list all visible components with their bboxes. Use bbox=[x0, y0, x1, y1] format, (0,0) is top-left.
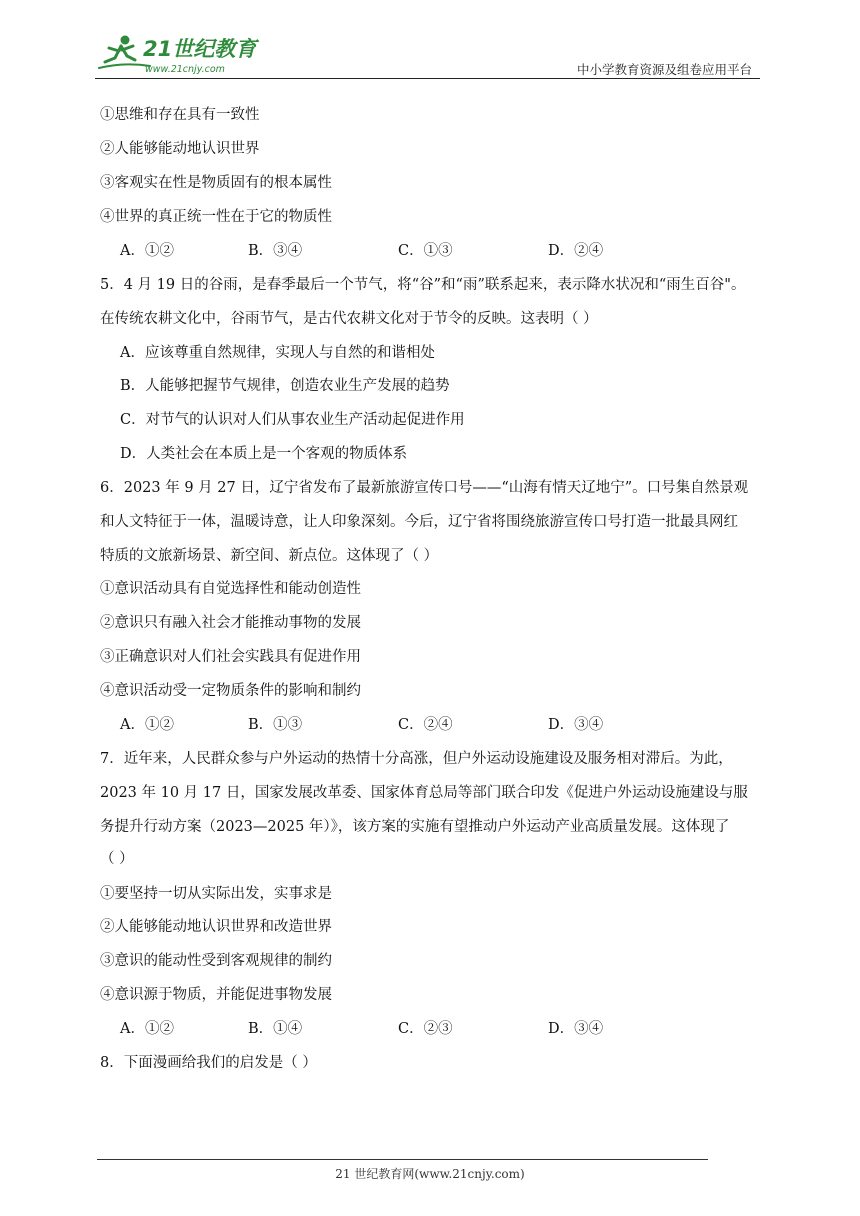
q4-statement-1: ①思维和存在具有一致性 bbox=[100, 107, 260, 123]
q6-option-b[interactable]: B．①③ bbox=[248, 717, 303, 733]
page-header bbox=[95, 28, 760, 80]
q7-stem-line-2: 2023 年 10 月 17 日，国家发展改革委、国家体育总局等部门联合印发《促进户外运动设施建设与服 bbox=[100, 785, 748, 801]
q5-choice-d[interactable]: D．人类社会在本质上是一个客观的物质体系 bbox=[120, 446, 408, 462]
header-platform-text: 中小学教育资源及组卷应用平台 bbox=[576, 62, 752, 77]
q5-stem-line-1: 5．4 月 19 日的谷雨，是春季最后一个节气，将“谷”和“雨”联系起来，表示降水状况和“雨生百谷"。 bbox=[100, 277, 746, 293]
q5-stem-line-2: 在传统农耕文化中，谷雨节气，是古代农耕文化对于节令的反映。这表明（ ） bbox=[100, 311, 598, 327]
logo-url: www.21cnjy.com bbox=[145, 64, 225, 75]
q6-stem-line-1: 6．2023 年 9 月 27 日，辽宁省发布了最新旅游宣传口号——“山海有情天辽地宁”。口号集自然景观 bbox=[100, 480, 749, 496]
q4-option-b[interactable]: B．③④ bbox=[248, 243, 303, 259]
q7-stem-line-4: （ ） bbox=[100, 851, 134, 867]
q6-stem-line-2: 和人文特征于一体，温暖诗意，让人印象深刻。今后，辽宁省将围绕旅游宣传口号打造一批最具网红 bbox=[100, 514, 738, 530]
q8-stem: 8．下面漫画给我们的启发是（ ） bbox=[100, 1055, 317, 1071]
q6-statement-1: ①意识活动具有自觉选择性和能动创造性 bbox=[100, 581, 361, 597]
q4-option-d[interactable]: D．②④ bbox=[548, 243, 604, 259]
q4-statement-3: ③客观实在性是物质固有的根本属性 bbox=[100, 175, 332, 191]
q4-option-c[interactable]: C．①③ bbox=[398, 243, 453, 259]
q7-statement-4: ④意识源于物质，并能促进事物发展 bbox=[100, 987, 332, 1003]
q6-option-d[interactable]: D．③④ bbox=[548, 717, 604, 733]
q7-statement-2: ②人能够能动地认识世界和改造世界 bbox=[100, 919, 332, 935]
q7-option-c[interactable]: C．②③ bbox=[398, 1021, 453, 1037]
footer-divider bbox=[97, 1159, 708, 1160]
q7-option-a[interactable]: A．①② bbox=[120, 1021, 174, 1037]
q4-statement-4: ④世界的真正统一性在于它的物质性 bbox=[100, 209, 332, 225]
q6-statement-3: ③正确意识对人们社会实践具有促进作用 bbox=[100, 649, 361, 665]
q5-choice-b[interactable]: B．人能够把握节气规律，创造农业生产发展的趋势 bbox=[120, 378, 450, 394]
site-logo[interactable] bbox=[95, 32, 270, 76]
q7-option-d[interactable]: D．③④ bbox=[548, 1021, 604, 1037]
q5-choice-c[interactable]: C．对节气的认识对人们从事农业生产活动起促进作用 bbox=[120, 412, 465, 428]
q4-statement-2: ②人能够能动地认识世界 bbox=[100, 141, 260, 157]
q5-choice-a[interactable]: A．应该尊重自然规律，实现人与自然的和谐相处 bbox=[120, 345, 435, 361]
q7-option-b[interactable]: B．①④ bbox=[248, 1021, 303, 1037]
q4-option-a[interactable]: A．①② bbox=[120, 243, 174, 259]
q6-option-a[interactable]: A．①② bbox=[120, 717, 174, 733]
q6-statement-4: ④意识活动受一定物质条件的影响和制约 bbox=[100, 683, 361, 699]
q7-stem-line-3: 务提升行动方案（2023—2025 年）》，该方案的实施有望推动户外运动产业高质量发展。这体现了 bbox=[100, 819, 730, 835]
q6-statement-2: ②意识只有融入社会才能推动事物的发展 bbox=[100, 615, 361, 631]
q7-statement-3: ③意识的能动性受到客观规律的制约 bbox=[100, 953, 332, 969]
footer-text[interactable]: 21 世纪教育网(www.21cnjy.com) bbox=[335, 1167, 525, 1181]
q7-stem-line-1: 7．近年来，人民群众参与户外运动的热情十分高涨，但户外运动设施建设及服务相对滞后。为此， bbox=[100, 751, 733, 767]
q6-option-c[interactable]: C．②④ bbox=[398, 717, 453, 733]
q7-statement-1: ①要坚持一切从实际出发，实事求是 bbox=[100, 886, 332, 902]
header-divider bbox=[95, 78, 760, 79]
q6-stem-line-3: 特质的文旅新场景、新空间、新点位。这体现了（ ） bbox=[100, 548, 439, 564]
logo-title: 21世纪教育 bbox=[143, 37, 257, 61]
